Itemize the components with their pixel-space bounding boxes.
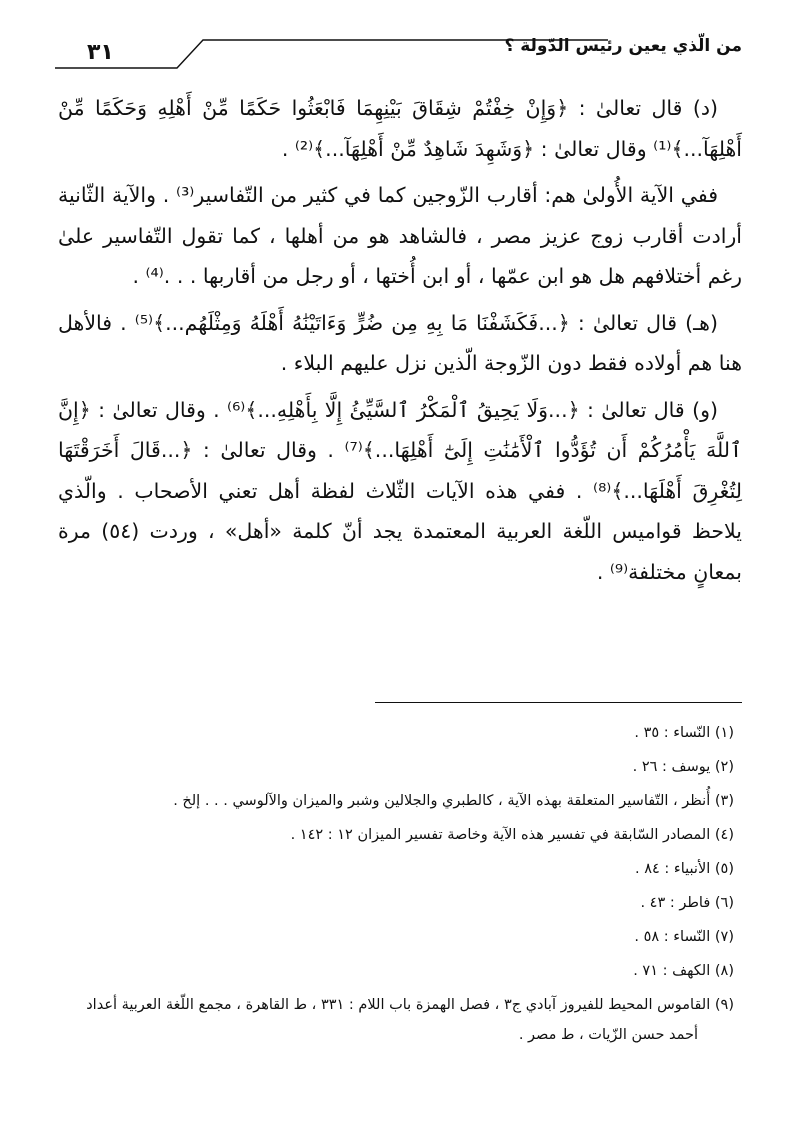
footnote-text: فاطر : ٤٣ . <box>640 895 711 911</box>
footnotes <box>60 718 742 1054</box>
footnote-text: النّساء : ٣٥ . <box>634 725 711 741</box>
footnote-marker: (٢) <box>714 759 734 775</box>
footnote-separator <box>375 702 742 703</box>
paragraph-ha: (هـ) قال تعالىٰ : ﴿...فَكَشَفْنَا مَا بِهِ مِن ضُرٍّ وَءَاتَيْنَٰهُ أَهْلَهُ وَمِثْلَهُم...﴾⁽⁵⁾ . فالأهل هنا هم أولاده فقط دون الزّوجة الّذين نزل عليهم البلاء . <box>58 310 742 375</box>
footnote-text: النّساء : ٥٨ . <box>634 929 711 945</box>
footnote-marker: (٥) <box>714 861 734 877</box>
body-text <box>58 88 742 598</box>
footnote-continuation: أحمد حسن الزّيات ، ط مصر . <box>518 1027 698 1043</box>
footnote-8 <box>60 956 742 986</box>
footnote-marker: (٨) <box>714 963 734 979</box>
footnote-text: المصادر السّابقة في تفسير هذه الآية وخاصة تفسير الميزان ١٢ : ١٤٢ . <box>290 827 711 843</box>
footnote-text: أُنظر ، التّفاسير المتعلقة بهذه الآية ، كالطبري والجلالين وشبر والميزان والآلوسي . . . إلخ . <box>173 793 711 809</box>
footnote-5 <box>60 854 742 884</box>
running-header <box>55 34 742 74</box>
footnote-9 <box>60 990 742 1050</box>
footnote-7 <box>60 922 742 952</box>
footnote-3 <box>60 786 742 816</box>
footnote-marker: (١) <box>714 725 734 741</box>
footnote-4 <box>60 820 742 850</box>
footnote-text: الكهف : ٧١ . <box>633 963 711 979</box>
page-number: ٣١ <box>87 40 114 65</box>
footnote-marker: (٩) <box>714 997 734 1013</box>
paragraph-dal: (د) قال تعالىٰ : ﴿وَإِنْ خِفْتُمْ شِقَاقَ بَيْنِهِمَا فَابْعَثُوا حَكَمًا مِّنْ أَهْلِهِ وَحَكَمًا مِّنْ أَهْلِهَآ...﴾⁽¹⁾ وقال تعالىٰ : ﴿وَشَهِدَ شَاهِدٌ مِّنْ أَهْلِهَآ...﴾⁽²⁾ . <box>58 96 742 161</box>
footnote-marker: (٦) <box>714 895 734 911</box>
footnote-marker: (٣) <box>714 793 734 809</box>
footnote-marker: (٧) <box>714 929 734 945</box>
paragraph-waw: (و) قال تعالىٰ : ﴿...وَلَا يَحِيقُ ٱلْمَكْرُ ٱلسَّيِّئُ إِلَّا بِأَهْلِهِ...﴾⁽⁶⁾ . وقال تعالىٰ : ﴿إِنَّ ٱللَّهَ يَأْمُرُكُمْ أَن تُؤَدُّوا ٱلْأَمَٰنَٰتِ إِلَىٰٓ أَهْلِهَا...﴾⁽⁷⁾ . وقال تعالىٰ : ﴿...قَالَ أَخَرَقْتَهَا لِتُغْرِقَ أَهْلَهَا...﴾⁽⁸⁾ . ففي هذه الآيات الثّلاث لفظة أهل تعني الأصحاب . والّذي يلاحظ قواميس اللّغة العربية المعتمدة يجد أنّ كلمة «أهل» ، وردت (٥٤) مرة بمعانٍ مختلفة⁽⁹⁾ . <box>58 397 743 584</box>
footnote-text: يوسف : ٢٦ . <box>632 759 711 775</box>
footnote-2 <box>60 752 742 782</box>
footnote-6 <box>60 888 742 918</box>
paragraph-commentary: ففي الآية الأُولىٰ هم: أقارب الزّوجين كما في كثير من التّفاسير⁽³⁾ . والآية الثّانية أرادت أقارب زوج عزيز مصر ، فالشاهد هو من أهلها ، كما تقول التّفاسير علىٰ رغم أختلافهم هل هو ابن عمّها ، أو ابن أُختها ، أو رجل من أقاربها . . .⁽⁴⁾ . <box>58 183 742 288</box>
footnote-marker: (٤) <box>714 827 734 843</box>
running-title: من الّذي يعين رئيس الدّولة ؟ <box>504 36 742 56</box>
footnote-1 <box>60 718 742 748</box>
footnote-text: القاموس المحيط للفيروز آبادي ج٣ ، فصل الهمزة باب اللام : ٣٣١ ، ط القاهرة ، مجمع اللّغة العربية أعداد <box>86 997 711 1013</box>
footnote-text: الأنبياء : ٨٤ . <box>635 861 711 877</box>
